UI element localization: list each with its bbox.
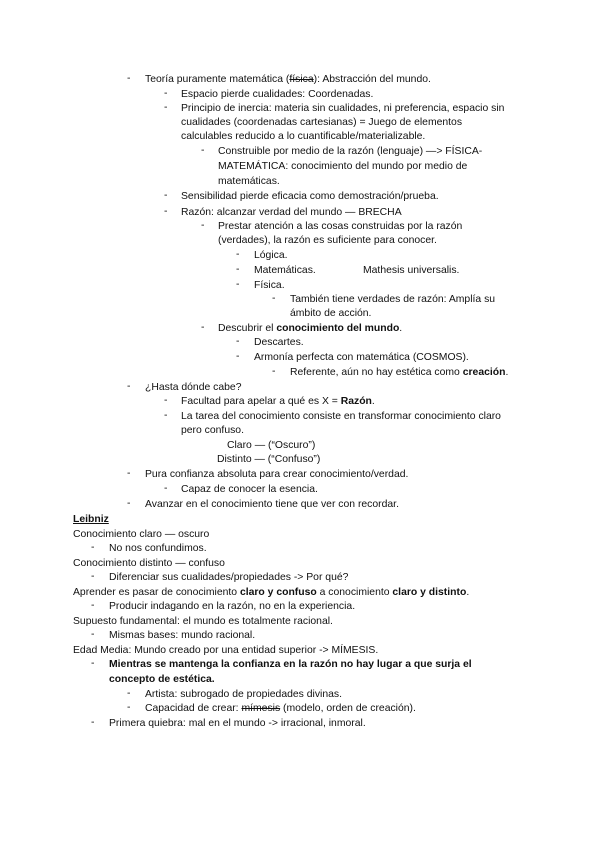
text-line: La tarea del conocimiento consiste en transformar conocimiento claro bbox=[181, 411, 501, 422]
text-line: Mathesis universalis. bbox=[363, 265, 460, 276]
bullet-dash: - bbox=[127, 702, 131, 713]
text-line: concepto de estética. bbox=[109, 674, 215, 685]
bullet-dash: - bbox=[236, 249, 240, 260]
text-line: Diferenciar sus cualidades/propiedades -> Por qué? bbox=[109, 572, 349, 583]
text-line: calculables reducido a lo cuantificable/materializable. bbox=[181, 131, 426, 142]
text-line: Descubrir el conocimiento del mundo. bbox=[218, 323, 403, 334]
bullet-dash: - bbox=[236, 279, 240, 290]
text-line: Facultad para apelar a qué es X = Razón. bbox=[181, 396, 375, 407]
text-line: Capaz de conocer la esencia. bbox=[181, 484, 318, 495]
text-line: Razón: alcanzar verdad del mundo — BRECHA bbox=[181, 207, 402, 218]
text-line: Matemáticas. bbox=[254, 265, 316, 276]
text-line: ámbito de acción. bbox=[290, 308, 372, 319]
text-line: Pura confianza absoluta para crear conocimiento/verdad. bbox=[145, 469, 409, 480]
text-line: Física. bbox=[254, 280, 285, 291]
text-line: Descartes. bbox=[254, 337, 304, 348]
text-line: Lógica. bbox=[254, 250, 288, 261]
text-line: Primera quiebra: mal en el mundo -> irracional, inmoral. bbox=[109, 718, 366, 729]
text-line: ¿Hasta dónde cabe? bbox=[145, 382, 242, 393]
text-line: (verdades), la razón es suficiente para conocer. bbox=[218, 235, 437, 246]
text-line: cualidades (coordenadas cartesianas) = Juego de elementos bbox=[181, 117, 463, 128]
text-line: Claro — (“Oscuro”) bbox=[227, 440, 316, 451]
text-line: Producir indagando en la razón, no en la experiencia. bbox=[109, 601, 356, 612]
text-line: Edad Media: Mundo creado por una entidad superior -> MÍMESIS. bbox=[73, 645, 379, 656]
text-line: Principio de inercia: materia sin cualidades, ni preferencia, espacio sin bbox=[181, 103, 505, 114]
text-line: Avanzar en el conocimiento tiene que ver con recordar. bbox=[145, 499, 399, 510]
text-line: Distinto — (“Confuso”) bbox=[217, 454, 321, 465]
text-line: También tiene verdades de razón: Amplía su bbox=[290, 294, 496, 305]
bullet-dash: - bbox=[201, 145, 205, 156]
text-line: Sensibilidad pierde eficacia como demostración/prueba. bbox=[181, 191, 439, 202]
bullet-dash: - bbox=[127, 688, 131, 699]
bullet-dash: - bbox=[91, 571, 95, 582]
bullet-dash: - bbox=[236, 336, 240, 347]
text-line: Supuesto fundamental: el mundo es totalmente racional. bbox=[73, 616, 333, 627]
bullet-dash: - bbox=[91, 717, 95, 728]
bullet-dash: - bbox=[91, 542, 95, 553]
bullet-dash: - bbox=[272, 293, 276, 304]
bullet-dash: - bbox=[164, 395, 168, 406]
text-line: No nos confundimos. bbox=[109, 543, 207, 554]
bullet-dash: - bbox=[164, 410, 168, 421]
text-line: Construible por medio de la razón (lenguaje) —> FÍSICA- bbox=[218, 146, 483, 157]
text-line: Espacio pierde cualidades: Coordenadas. bbox=[181, 89, 374, 100]
bullet-dash: - bbox=[127, 498, 131, 509]
bullet-dash: - bbox=[127, 381, 131, 392]
bullet-dash: - bbox=[164, 88, 168, 99]
bullet-dash: - bbox=[164, 483, 168, 494]
bullet-dash: - bbox=[164, 190, 168, 201]
text-line: Mismas bases: mundo racional. bbox=[109, 630, 256, 641]
text-line: Armonía perfecta con matemática (COSMOS). bbox=[254, 352, 469, 363]
section-heading: Leibniz bbox=[73, 514, 109, 525]
bullet-dash: - bbox=[164, 206, 168, 217]
text-line: matemáticas. bbox=[218, 176, 280, 187]
bullet-dash: - bbox=[91, 629, 95, 640]
text-line: MATEMÁTICA: conocimiento del mundo por medio de bbox=[218, 161, 468, 172]
text-line: Conocimiento claro — oscuro bbox=[73, 529, 210, 540]
bullet-dash: - bbox=[127, 73, 131, 84]
bullet-dash: - bbox=[201, 220, 205, 231]
bullet-dash: - bbox=[201, 322, 205, 333]
text-line: pero confuso. bbox=[181, 425, 244, 436]
text-line: Aprender es pasar de conocimiento claro y confuso a conocimiento claro y distinto. bbox=[73, 587, 470, 598]
text-line: Mientras se mantenga la confianza en la razón no hay lugar a que surja el bbox=[109, 659, 472, 670]
text-line: Teoría puramente matemática (física): Abstracción del mundo. bbox=[145, 74, 431, 85]
bullet-dash: - bbox=[91, 658, 95, 669]
bullet-dash: - bbox=[127, 468, 131, 479]
text-line: Prestar atención a las cosas construidas por la razón bbox=[218, 221, 463, 232]
bullet-dash: - bbox=[236, 351, 240, 362]
bullet-dash: - bbox=[272, 366, 276, 377]
text-line: Artista: subrogado de propiedades divinas. bbox=[145, 689, 342, 700]
bullet-dash: - bbox=[164, 102, 168, 113]
bullet-dash: - bbox=[236, 264, 240, 275]
text-line: Conocimiento distinto — confuso bbox=[73, 558, 225, 569]
bullet-dash: - bbox=[91, 600, 95, 611]
text-line: Referente, aún no hay estética como creación. bbox=[290, 367, 509, 378]
text-line: Capacidad de crear: mímesis (modelo, orden de creación). bbox=[145, 703, 416, 714]
